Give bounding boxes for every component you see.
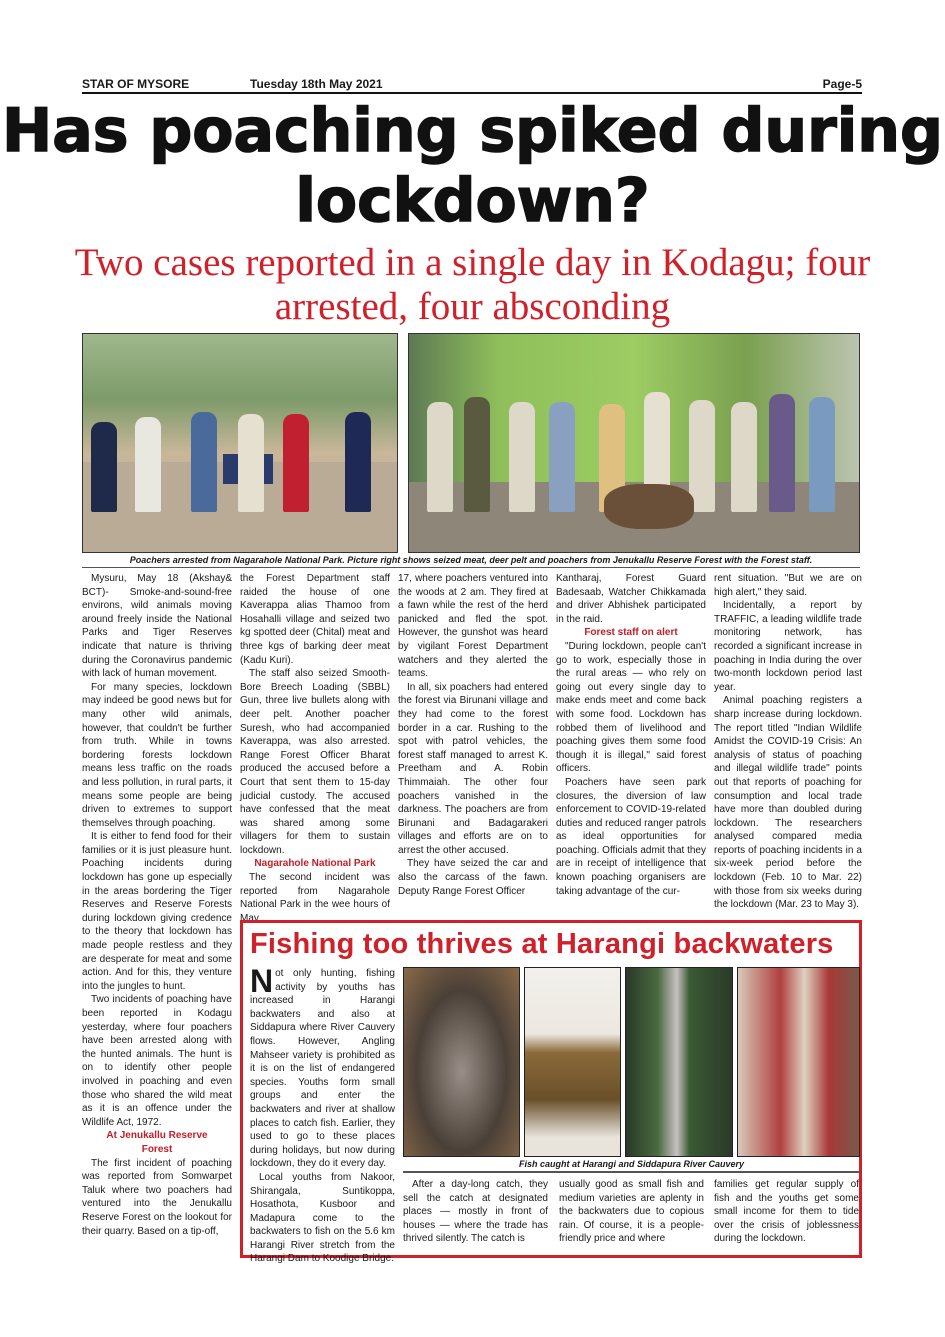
paragraph: Animal poaching registers a sharp increase during lockdown. The report titled "Indian Wildlife Amidst the COVID-19 Crisis: An analysis of status of poaching and illegal wildlife trade" points out that reports of poaching for consumption and local trade have more than doubled during lockdown. The researchers analysed compared media reports of poaching incidents in a six-week period before the lockdown (Feb. 10 to Mar. 22) with those from six weeks during the lockdown (Mar. 23 to May 3). [714, 695, 862, 911]
newspaper-name: STAR OF MYSORE [82, 77, 190, 91]
headline: Has poaching spiked during lockdown? [2, 96, 943, 236]
paragraph: 17, where poachers ventured into the woods at 2 am. They fired at a fawn while the rest of the herd panicked and fled the spot. However, the gunshot was heard by vigilant Forest Department watchers and they alerted the teams. [398, 573, 548, 680]
paragraph: ot only hunting, fishing activity by youths has increased in Harangi backwaters and also at Siddapura where River Cauvery flows. However, Angling Mahseer variety is prohibited as it is on the list of endangered species. Youths form small groups and enter the backwaters and river at shallow places to catch fish. Earlier, they used to go to these places during holidays, but now during lockdown, they do it every day. [250, 968, 395, 1170]
fishing-column-3 [559, 1178, 704, 1246]
paragraph: the Forest Department staff raided the house of one Kaverappa alias Thamoo from Hosahalli village and seized two kg spotted deer (Chital) meat and three kgs of barking deer meat (Kadu Kuri). [240, 573, 390, 666]
drop-cap: N [250, 963, 274, 999]
photo-caption: Poachers arrested from Nagarahole National Park. Picture right shows seized meat, deer pelt and poachers from Jenukallu Reserve Forest with the Forest staff. [82, 555, 860, 568]
fishing-column-4 [714, 1178, 859, 1246]
fish-photo-caption: Fish caught at Harangi and Siddapura River Cauvery [403, 1159, 860, 1173]
paragraph: The second incident was reported from Nagarahole National Park in the wee hours of May [240, 872, 390, 924]
article-column-2 [240, 572, 390, 925]
subheadline: Two cases reported in a single day in Kodagu; four arrested, four absconding [74, 241, 871, 328]
photo-fish-catch-1 [403, 967, 520, 1157]
photo-fish-catch-2 [524, 967, 621, 1157]
paragraph: rent situation. "But we are on high alert," they said. [714, 573, 862, 598]
fishing-headline: Fishing too thrives at Harangi backwaters [250, 928, 834, 960]
paragraph: Incidentally, a report by TRAFFIC, a leading wildlife trade monitoring network, has recorded a significant increase in poaching in India during the over two-month lockdown period last year. [714, 600, 862, 693]
paragraph: In all, six poachers had entered the forest via Birunani village and they had come to the forest border in a car. Rushing to the spot with patrol vehicles, the forest staff managed to arrest K. Preetham and A. Robin Thimmaiah. The other four poachers vanished in the darkness. The poachers are from Birunani and Badagarakeri villages and efforts are on to arrest the other accused. [398, 681, 548, 856]
section-heading-nagarahole: Nagarahole National Park [254, 858, 376, 870]
article-column-4 [556, 572, 706, 898]
paragraph: Local youths from Nakoor, Shirangala, Suntikoppa, Hosathota, Kusboor and Madapura come to the backwaters to fish on the 5.6 km Harangi River stretch from the Harangi Dam to Koodige Bridge. [250, 1171, 395, 1265]
paragraph: It is either to fend food for their families or it is just pleasure hunt. Poaching incidents during lockdown has gone up especially in the areas bordering the Tiger Reserves and Reserve Forests during lockdown giving credence to the theory that lockdown has made people restless and they are desperate for meat and some action. And for this, they venture into the jungles to hunt. [82, 831, 232, 992]
fishing-column-1 [250, 963, 395, 1266]
paragraph: Poachers have seen park closures, the diversion of law enforcement to COVID-19-related duties and reduced ranger patrols as ideal opportunities for poaching. Officials admit that they are in receipt of intelligence that known poaching organisers are taking advantage of the cur- [556, 776, 706, 897]
photo-fish-catch-4 [737, 967, 860, 1157]
paragraph: Mysuru, May 18 (Akshay& BCT)- Smoke-and-sound-free environs, wild animals moving around freely inside the National Parks and Tiger Reserves indicate that nature is thriving during the Coronavirus pandemic with lack of human movement. [82, 573, 232, 680]
article-column-5 [714, 572, 862, 912]
paragraph: For many species, lockdown may indeed be good news but for many other wild animals, however, that couldn't be further from truth. While in towns bordering forests lockdown means less traffic on the roads and less pollution, in rural parts, it means some people are being driven to extremes to support themselves through poaching. [82, 681, 232, 829]
paragraph: After a day-long catch, they sell the catch at designated places — mostly in front of houses — where the trade has thrived silently. The catch is [403, 1179, 548, 1245]
article-column-1 [82, 572, 232, 1238]
paragraph: They have seized the car and also the carcass of the fawn. Deputy Range Forest Officer [398, 858, 548, 897]
section-heading-jenukallu: At Jenukallu Reserve Forest [106, 1130, 208, 1155]
paragraph: families get regular supply of fish and the youths get some small income for them to tide over the crisis of joblessness during the lockdown. [714, 1179, 859, 1245]
page-number: Page-5 [822, 77, 862, 91]
issue-date: Tuesday 18th May 2021 [250, 77, 383, 91]
photo-jenukallu-seizure [408, 333, 860, 553]
paragraph: "During lockdown, people can't go to work, especially those in the rural areas — who rely on going out every single day to make ends meet and come back with some food. Lockdown has robbed them of livelihood and poaching gives them some food though it is illegal," said forest officers. [556, 640, 706, 775]
photo-fish-catch-3 [625, 967, 733, 1157]
masthead [82, 76, 862, 94]
paragraph: Two incidents of poaching have been reported in Kodagu yesterday, where four poachers have been arrested along with the hunted animals. The hunt is on to identify other people involved in poaching and even those who shared the wild meat as it is an offence under the Wildlife Act, 1972. [82, 994, 232, 1128]
paragraph: Kantharaj, Forest Guard Badesaab, Watcher Chikkamada and driver Abhishek participated in the raid. [556, 573, 706, 625]
paragraph: The staff also seized Smooth-Bore Breech Loading (SBBL) Gun, three live bullets along with deer pelt. Another poacher Suresh, who had accompanied Kaverappa, was also arrested. Range Forest Officer Bharat produced the accused before a Court that sent them to 15-day judicial custody. The accused have confessed that the meat was shared among some villagers for them to sustain lockdown. [240, 668, 390, 856]
photo-nagarahole-poachers [82, 333, 398, 553]
section-heading-alert: Forest staff on alert [584, 627, 678, 639]
fishing-column-2 [403, 1178, 548, 1246]
paragraph: usually good as small fish and medium varieties are aplenty in the backwaters due to copious rain. Of course, it is a people-friendly price and where [559, 1179, 704, 1245]
paragraph: The first incident of poaching was reported from Somwarpet Taluk where two poachers had ventured into the Jenukallu Reserve Forest on the lookout for their quarry. Based on a tip-off, [82, 1157, 232, 1237]
article-column-3 [398, 572, 548, 898]
